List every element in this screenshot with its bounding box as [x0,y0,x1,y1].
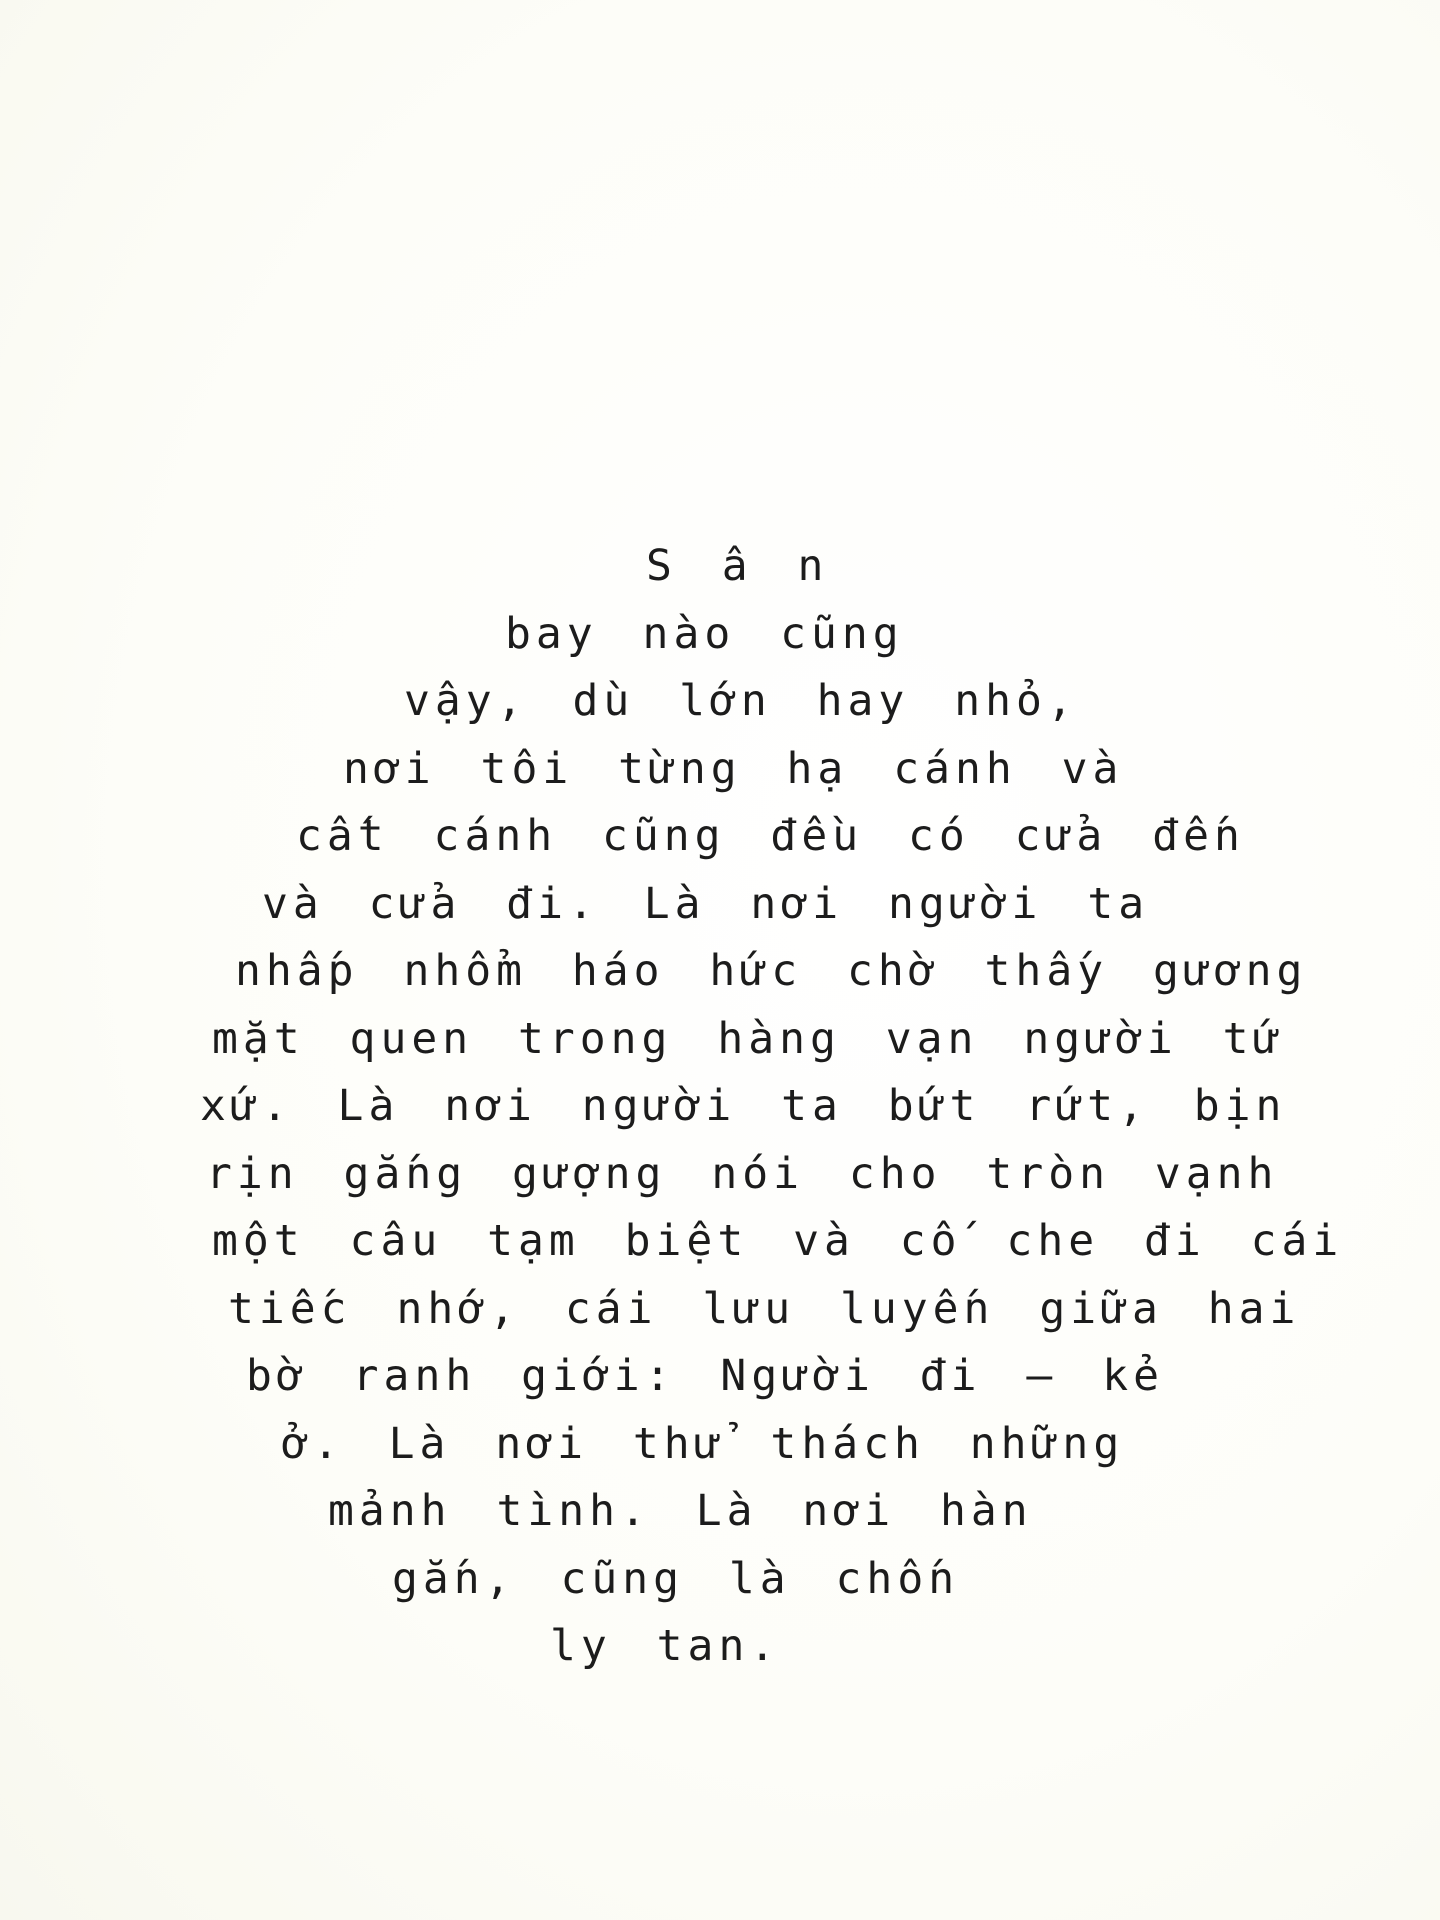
poem-line: tiếc nhớ, cái lưu luyến giữa hai [228,1284,1301,1334]
poem-line: và cửa đi. Là nơi người ta [262,879,1150,929]
poem-line: gắn, cũng là chốn [392,1554,960,1604]
poem-line: nơi tôi từng hạ cánh và [343,744,1124,794]
poem-line: S â n [646,541,829,591]
poem-line: bay nào cũng [505,609,904,659]
poem-line: xứ. Là nơi người ta bứt rứt, bịn [200,1081,1287,1131]
poem-line: ở. Là nơi thử thách những [282,1419,1125,1469]
poem-line: nhấp nhổm háo hức chờ thấy gương [235,946,1308,996]
poem-line: ly tan. [550,1621,781,1671]
poem-line: vậy, dù lớn hay nhỏ, [404,676,1078,726]
poem-line: cất cánh cũng đều có cửa đến [296,811,1245,861]
poem-line: bờ ranh giới: Người đi – kẻ [246,1351,1164,1401]
poem-line: rịn gắng gượng nói cho tròn vạnh [206,1149,1279,1199]
poem-line: mặt quen trong hàng vạn người tứ [212,1014,1285,1064]
poem-line: mảnh tình. Là nơi hàn [328,1486,1033,1536]
poem-line: một câu tạm biệt và cố che đi cái [212,1216,1344,1266]
